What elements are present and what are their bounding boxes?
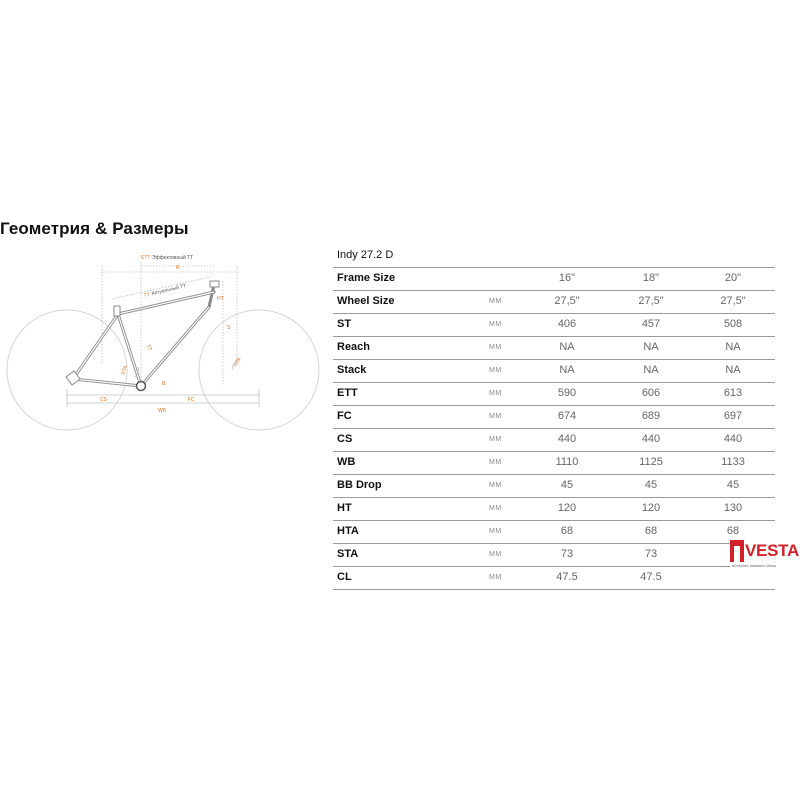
row-parameter: HT — [337, 502, 352, 514]
size-value-1: 47.5 — [556, 571, 578, 583]
reach-label: R — [176, 265, 180, 271]
row-unit: ММ — [489, 413, 502, 420]
table-row — [333, 567, 775, 590]
table-row — [333, 267, 775, 291]
row-parameter: ETT — [337, 387, 358, 399]
row-parameter: BB Drop — [337, 479, 382, 491]
row-parameter: Wheel Size — [337, 295, 395, 307]
row-unit: ММ — [489, 528, 502, 535]
table-row — [333, 475, 775, 498]
table-row — [333, 291, 775, 314]
table-row — [333, 406, 775, 429]
size-value-3: 508 — [723, 318, 743, 330]
geometry-table — [333, 243, 775, 590]
size-value-1: 1110 — [555, 456, 579, 468]
model-name: Indy 27.2 D — [337, 249, 394, 261]
tt-description: Актуальный TT — [151, 283, 187, 297]
size-value-1: 27,5" — [554, 295, 580, 307]
size-value-3: 613 — [723, 387, 743, 399]
logo-text: VESTA — [745, 541, 799, 560]
table-row — [333, 314, 775, 337]
size-value-3: 45 — [726, 479, 740, 491]
row-parameter: WB — [337, 456, 356, 468]
size-value-1: 68 — [560, 525, 574, 537]
front-wheel — [199, 310, 319, 430]
size-value-3: 1133 — [721, 456, 745, 468]
table-row — [333, 383, 775, 406]
ett-label: ETT — [141, 255, 151, 261]
row-unit: ММ — [489, 298, 502, 305]
size-value-3: NA — [725, 364, 741, 376]
size-value-1: 120 — [557, 502, 577, 514]
cs-label: CS — [100, 397, 107, 403]
table-row — [333, 429, 775, 452]
tt-label: TT — [143, 291, 151, 299]
size-value-3: 130 — [723, 502, 743, 514]
row-unit: ММ — [489, 505, 502, 512]
size-value-3: 20" — [724, 272, 742, 284]
logo-subtitle: интернет магазин Vesta — [732, 563, 776, 568]
page-title: Геометрия & Размеры — [0, 219, 189, 238]
size-value-1: 440 — [557, 433, 577, 445]
row-unit: ММ — [489, 459, 502, 466]
size-value-2: NA — [643, 341, 659, 353]
ht-label: HT — [217, 296, 224, 302]
size-value-2: 68 — [644, 525, 658, 537]
size-value-2: 606 — [641, 387, 661, 399]
size-value-3: 440 — [723, 433, 743, 445]
row-parameter: STA — [337, 548, 359, 560]
stem — [210, 281, 219, 287]
size-value-1: 16" — [558, 272, 576, 284]
table-row — [333, 360, 775, 383]
table-row — [333, 521, 775, 544]
size-value-2: 689 — [641, 410, 661, 422]
st-label: ST — [145, 343, 153, 352]
size-value-3: NA — [725, 341, 741, 353]
hta-label: HTA — [232, 356, 243, 368]
row-parameter: FC — [337, 410, 352, 422]
row-unit: ММ — [489, 574, 502, 581]
sta-label: STA — [120, 364, 130, 376]
row-unit: ММ — [489, 367, 502, 374]
row-parameter: CS — [337, 433, 353, 445]
row-unit: ММ — [489, 482, 502, 489]
size-value-2: 27,5" — [638, 295, 664, 307]
size-value-3: 697 — [723, 410, 743, 422]
wb-label: WB — [158, 408, 167, 414]
size-value-1: 45 — [560, 479, 574, 491]
size-value-2: 73 — [644, 548, 658, 560]
size-value-2: NA — [643, 364, 659, 376]
size-value-2: 120 — [641, 502, 661, 514]
table-body — [333, 267, 775, 590]
size-value-3: 27,5" — [720, 295, 746, 307]
size-value-2: 457 — [641, 318, 661, 330]
table-row — [333, 452, 775, 475]
size-value-1: NA — [559, 364, 575, 376]
bike-geometry-diagram — [0, 245, 330, 445]
bike-frame — [73, 285, 214, 386]
table-row — [333, 337, 775, 360]
row-unit: ММ — [489, 436, 502, 443]
row-unit: ММ — [489, 551, 502, 558]
row-unit: ММ — [489, 390, 502, 397]
row-unit: ММ — [489, 344, 502, 351]
row-parameter: Frame Size — [337, 272, 396, 284]
table-row — [333, 544, 775, 567]
seatpost — [114, 306, 120, 316]
vesta-logo — [730, 538, 799, 570]
size-value-2: 45 — [644, 479, 658, 491]
size-value-2: 1125 — [639, 456, 663, 468]
row-unit — [489, 268, 525, 290]
fc-label: FC — [188, 397, 195, 403]
size-value-2: 47.5 — [640, 571, 662, 583]
size-value-3: 68 — [726, 525, 740, 537]
size-value-2: 18" — [642, 272, 660, 284]
logo-mark — [730, 540, 744, 562]
table-row — [333, 498, 775, 521]
row-parameter: CL — [337, 571, 352, 583]
size-value-1: 590 — [557, 387, 577, 399]
stack-label: S — [227, 325, 231, 331]
ett-description: Эффективный TT — [152, 255, 194, 261]
row-parameter: Reach — [337, 341, 371, 353]
bb-label: B — [162, 381, 166, 387]
row-parameter: HTA — [337, 525, 359, 537]
row-parameter: Stack — [337, 364, 367, 376]
size-value-1: NA — [559, 341, 575, 353]
size-value-1: 674 — [557, 410, 577, 422]
row-parameter: ST — [337, 318, 352, 330]
size-value-3 — [693, 567, 773, 589]
size-value-1: 73 — [560, 548, 574, 560]
row-unit: ММ — [489, 321, 502, 328]
size-value-1: 406 — [557, 318, 577, 330]
size-value-2: 440 — [641, 433, 661, 445]
